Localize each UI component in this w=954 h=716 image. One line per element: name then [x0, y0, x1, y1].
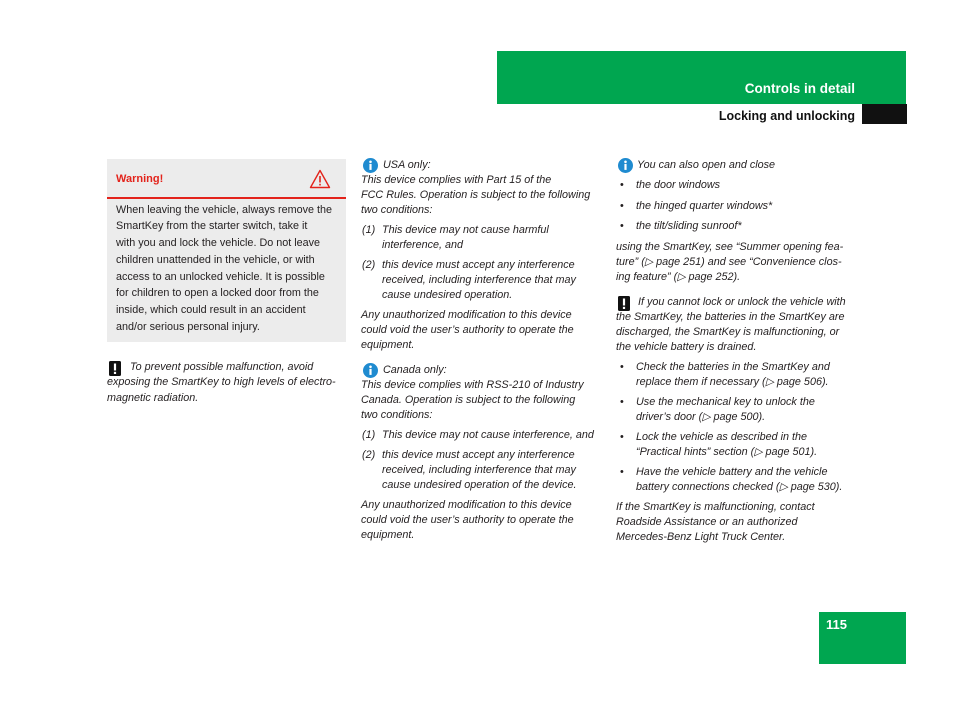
list-item [616, 199, 856, 214]
text-line: children unattended in the vehicle, or with [116, 253, 315, 266]
text-line: This device complies with RSS-210 of Industry [361, 378, 584, 391]
text-line: Roadside Assistance or an authorized [616, 515, 798, 528]
text-line: Use the mechanical key to unlock the [636, 396, 815, 408]
warning-divider [107, 197, 346, 199]
list-item [616, 395, 856, 425]
smartkey-fault-note [616, 295, 856, 355]
text-line: Have the vehicle battery and the vehicle [636, 466, 828, 478]
text-line: This device complies with Part 15 of the [361, 173, 552, 186]
text-line: This device may not cause harmful [382, 224, 549, 236]
bullet-marker: • [620, 200, 624, 212]
text-line: If you cannot lock or unlock the vehicle with [638, 296, 846, 308]
text-line: cause undesired operation of the device. [382, 478, 577, 491]
text-line: interference, and [382, 238, 464, 251]
text-line: two conditions: [361, 203, 433, 216]
list-item [616, 178, 856, 193]
text-line: discharged, the SmartKey is malfunctioning, or [616, 325, 840, 338]
text-line: equipment. [361, 528, 415, 541]
usa-notice [361, 158, 601, 218]
text-line: battery connections checked (▷ page 530). [636, 480, 843, 493]
text-line: inside, which could result in an accident [116, 304, 306, 316]
condition-number: (1) [362, 224, 376, 236]
text-line: for children to open a locked door from the [116, 287, 319, 300]
smartkey-fault-closing [616, 500, 856, 545]
condition-number: (2) [362, 259, 376, 271]
exclamation-icon [109, 361, 121, 376]
text-line: Mercedes-Benz Light Truck Center. [616, 530, 786, 543]
text-line: two conditions: [361, 408, 433, 421]
warning-title: Warning! [116, 173, 164, 185]
text-line: You can also open and close [637, 159, 776, 171]
text-line: using the SmartKey, see “Summer opening fea- [616, 241, 844, 253]
text-line: When leaving the vehicle, always remove the [116, 203, 333, 216]
malfunction-note [107, 360, 347, 406]
text-line: If the SmartKey is malfunctioning, contact [616, 501, 815, 513]
text-line: received, including interference that may [382, 273, 576, 286]
usa-condition-2 [361, 258, 601, 303]
text-line: “Practical hints” section (▷ page 501). [636, 445, 818, 458]
list-item [616, 360, 856, 390]
text-line: driver’s door (▷ page 500). [636, 410, 766, 423]
canada-footer [361, 498, 601, 543]
canada-condition-2 [361, 448, 601, 493]
section-title: Controls in detail [744, 81, 855, 96]
warning-triangle-icon [309, 169, 331, 189]
bullet-marker: • [620, 361, 624, 373]
text-line: FCC Rules. Operation is subject to the following [361, 188, 591, 201]
condition-number: (2) [362, 449, 376, 461]
open-close-reference [616, 240, 856, 285]
text-line: the door windows [636, 179, 721, 191]
warning-box [107, 159, 346, 342]
text-line: SmartKey from the starter switch, take it [116, 220, 308, 233]
canada-condition-1 [361, 428, 601, 443]
subsection-marker [862, 104, 907, 124]
text-line: could void the user’s authority to operate the [361, 323, 574, 336]
warning-body [116, 202, 332, 336]
usa-condition-1 [361, 223, 601, 253]
bullet-marker: • [620, 220, 624, 232]
condition-number: (1) [362, 429, 376, 441]
text-line: Any unauthorized modification to this device [361, 309, 572, 321]
text-line: could void the user’s authority to operate the [361, 513, 574, 526]
subsection-title: Locking and unlocking [718, 109, 855, 123]
text-line: and/or serious personal injury. [116, 320, 260, 333]
page-number-box [819, 612, 906, 664]
text-line: the hinged quarter windows* [636, 200, 773, 212]
text-line: the tilt/sliding sunroof* [636, 220, 742, 232]
bullet-marker: • [620, 431, 624, 443]
list-item [616, 219, 856, 234]
text-line: Any unauthorized modification to this device [361, 499, 572, 511]
text-line: exposing the SmartKey to high levels of electro- [107, 376, 336, 389]
canada-notice-title: Canada only: [383, 364, 447, 376]
text-line: ture” (▷ page 251) and see “Convenience clos- [616, 255, 842, 268]
text-line: this device must accept any interference [382, 259, 575, 271]
exclamation-icon [618, 296, 630, 311]
text-line: access to an unlocked vehicle. It is possible [116, 270, 325, 283]
page-number: 115 [826, 617, 847, 632]
info-icon [363, 363, 378, 378]
usa-footer [361, 308, 601, 353]
bullet-marker: • [620, 396, 624, 408]
info-icon [363, 158, 378, 173]
text-line: cause undesired operation. [382, 288, 513, 301]
text-line: this device must accept any interference [382, 449, 575, 461]
text-line: ing feature” (▷ page 252). [616, 270, 741, 283]
text-line: magnetic radiation. [107, 391, 199, 404]
list-item [616, 430, 856, 460]
section-header-band [497, 51, 906, 104]
bullet-marker: • [620, 466, 624, 478]
text-line: To prevent possible malfunction, avoid [130, 361, 314, 373]
open-close-note [616, 158, 856, 173]
text-line: the vehicle battery is drained. [616, 340, 757, 353]
text-line: equipment. [361, 338, 415, 351]
usa-notice-title: USA only: [383, 159, 431, 171]
text-line: replace them if necessary (▷ page 506). [636, 375, 829, 388]
text-line: with you and lock the vehicle. Do not leave [116, 237, 321, 249]
canada-notice [361, 363, 601, 423]
bullet-marker: • [620, 179, 624, 191]
text-line: Check the batteries in the SmartKey and [636, 361, 830, 373]
list-item [616, 465, 856, 495]
text-line: This device may not cause interference, and [382, 429, 594, 441]
text-line: received, including interference that may [382, 463, 576, 476]
info-icon [618, 158, 633, 173]
text-line: Canada. Operation is subject to the following [361, 393, 576, 406]
text-line: the SmartKey, the batteries in the SmartKey are [616, 310, 845, 323]
text-line: Lock the vehicle as described in the [636, 431, 808, 443]
